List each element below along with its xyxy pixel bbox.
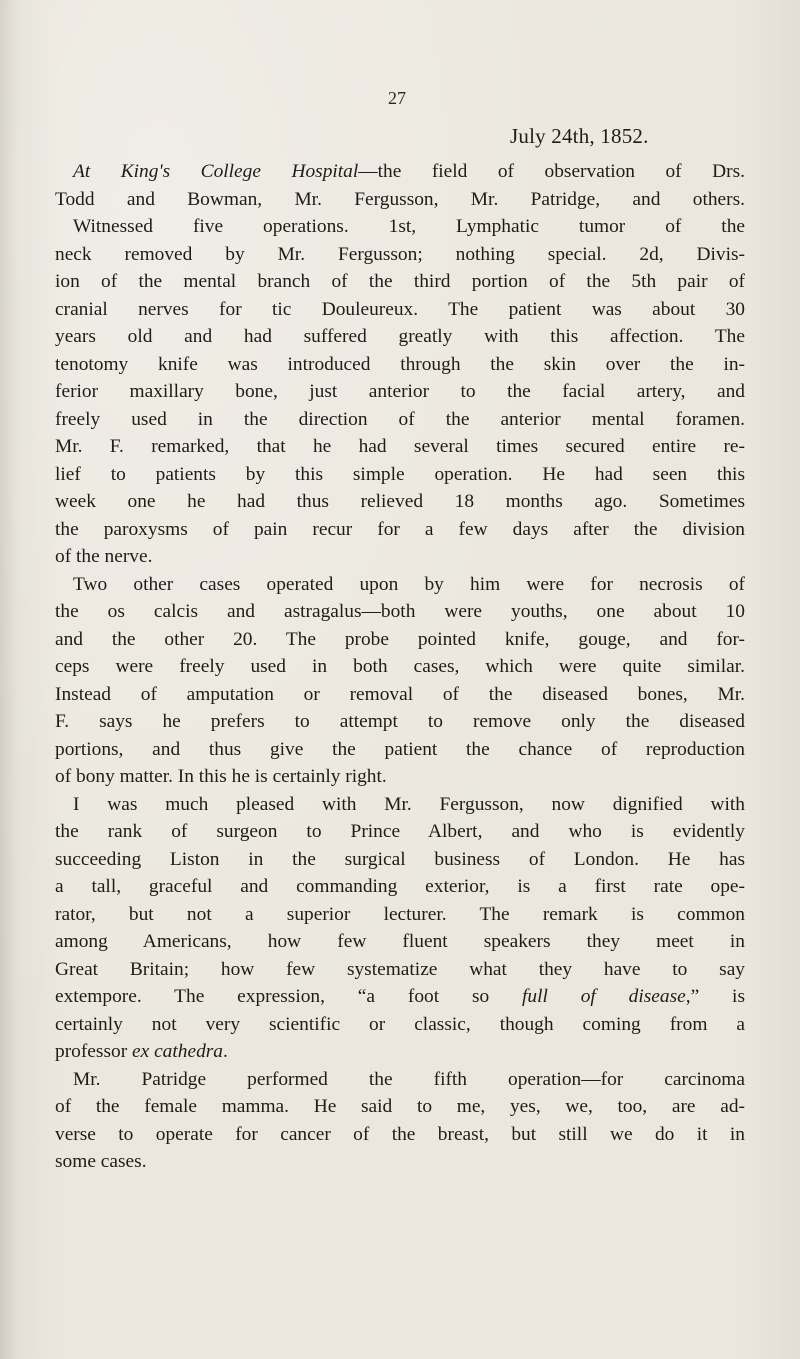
text-line: years old and had suffered greatly with this affection. The <box>55 326 745 347</box>
text-line: portions, and thus give the patient the chance of reproduction <box>55 738 745 760</box>
paragraph <box>55 791 745 1066</box>
paragraph <box>55 158 745 571</box>
text-line: F. says he prefers to attempt to remove only the diseased <box>55 711 745 732</box>
text-line: week one he had thus relieved 18 months ago. Sometimes <box>55 491 745 512</box>
text-line: freely used in the direction of the anterior mental foramen. <box>55 408 745 430</box>
text-line: Mr. F. remarked, that he had several times secured entire re- <box>55 436 745 457</box>
text-line: the paroxysms of pain recur for a few days after the division <box>55 518 745 540</box>
text-line: of the nerve. <box>55 546 153 567</box>
text-line: ion of the mental branch of the third portion of the 5th pair of <box>55 271 745 292</box>
text-line: Mr. Patridge performed the fifth operation—for carcinoma <box>73 1068 745 1090</box>
body-text <box>55 158 745 1176</box>
text-line: the rank of surgeon to Prince Albert, and who is evidently <box>55 821 745 842</box>
text-line: At King's College Hospital—the field of observation of Drs. <box>73 161 745 182</box>
paragraph <box>55 571 745 791</box>
text-line: the os calcis and astragalus—both were youths, one about 10 <box>55 601 745 622</box>
page-number: 27 <box>388 88 406 108</box>
text-line: Todd and Bowman, Mr. Fergusson, Mr. Patridge, and others. <box>55 188 745 210</box>
text-line: Witnessed five operations. 1st, Lymphatic tumor of the <box>73 216 745 237</box>
text-line: tenotomy knife was introduced through the skin over the in- <box>55 353 745 375</box>
entry-date: July 24th, 1852. <box>510 124 649 148</box>
italic-phrase: ex cathedra <box>132 1041 224 1062</box>
text-line: cranial nerves for tic Douleureux. The patient was about 30 <box>55 298 745 320</box>
text-line: neck removed by Mr. Fergusson; nothing special. 2d, Divis- <box>55 243 745 265</box>
italic-phrase: full of disease <box>522 986 686 1007</box>
text-line: verse to operate for cancer of the breast, but still we do it in <box>55 1123 745 1145</box>
text-line: lief to patients by this simple operation. He had seen this <box>55 463 745 485</box>
text-line: ceps were freely used in both cases, which were quite similar. <box>55 656 745 677</box>
text-line: of bony matter. In this he is certainly right. <box>55 766 387 787</box>
text-line: extempore. The expression, “a foot so full of disease,” is <box>55 986 745 1007</box>
text-line: rator, but not a superior lecturer. The remark is common <box>55 903 745 925</box>
paragraph <box>55 1066 745 1176</box>
text-line: Two other cases operated upon by him were for necrosis of <box>73 573 745 595</box>
text-line: Great Britain; how few systematize what they have to say <box>55 958 745 980</box>
text-line: some cases. <box>55 1151 147 1172</box>
italic-phrase: At King's College Hospital <box>73 161 359 182</box>
text-line: ferior maxillary bone, just anterior to the facial artery, and <box>55 381 745 402</box>
text-line: Instead of amputation or removal of the diseased bones, Mr. <box>55 683 745 705</box>
text-line: professor ex cathedra. <box>55 1041 228 1062</box>
text-line: of the female mamma. He said to me, yes, we, too, are ad- <box>55 1096 745 1117</box>
text-line: a tall, graceful and commanding exterior, is a first rate ope- <box>55 876 745 897</box>
text-line: among Americans, how few fluent speakers they meet in <box>55 931 745 952</box>
text-line: succeeding Liston in the surgical business of London. He has <box>55 848 745 870</box>
text-line: I was much pleased with Mr. Fergusson, now dignified with <box>73 793 745 815</box>
text-line: and the other 20. The probe pointed knife, gouge, and for- <box>55 628 745 650</box>
text-line: certainly not very scientific or classic, though coming from a <box>55 1013 745 1035</box>
